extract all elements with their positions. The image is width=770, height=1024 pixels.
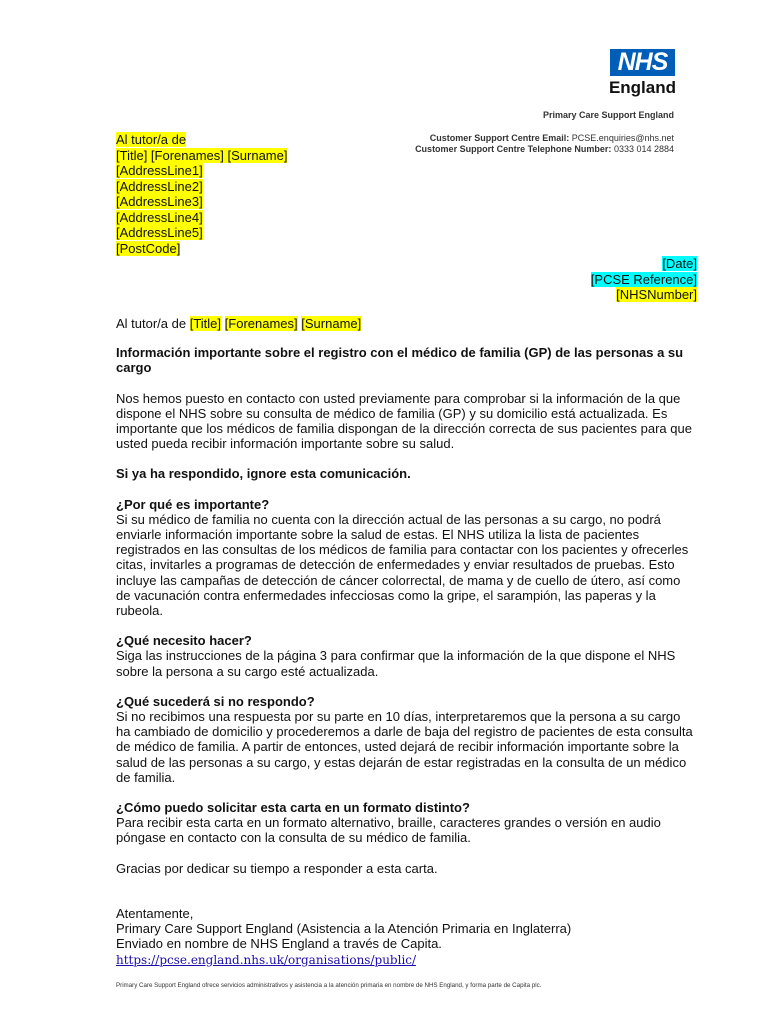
contact-block [415,133,674,155]
letter-heading: Información importante sobre el registro con el médico de familia (GP) de las personas a su cargo [116,345,684,376]
nhs-number-field: [NHSNumber] [616,287,697,302]
question-heading: ¿Cómo puedo solicitar esta carta en un formato distinto? [116,800,470,816]
address-line: Al tutor/a de [116,132,187,147]
contact-email-line [415,133,674,144]
question-heading: ¿Qué sucederá si no respondo? [116,693,315,709]
address-line: [AddressLine5] [116,225,203,240]
address-line: [AddressLine3] [116,194,203,209]
contact-phone-line [415,144,674,155]
thanks-line: Gracias por dedicar su tiempo a responder a esta carta. [116,860,438,876]
answer-paragraph: Si su médico de familia no cuenta con la dirección actual de las personas a su cargo, no podrá enviarle información importante sobre la salud de estas. El NHS utiliza la lista de pacientes registrados en las consultas de los médicos de familia para contactar con los pacientes y ofrecerles citas, invitarles a programas de detección de enfermedades y enviar resultados de pruebas. Esto incluye las campañas de detección de cáncer colorrectal, de mama y de cuello de útero, así como de vacunación contra enfermedades infecciosas como la gripe, el sarampión, las paperas y la rubeola. [116,511,689,619]
address-line: [PostCode] [116,240,181,256]
address-line: [AddressLine2] [116,178,203,194]
signature-line: Primary Care Support England (Asistencia a la Atención Primaria en Inglaterra) [116,921,572,937]
org-name: Primary Care Support England [542,110,674,120]
question-heading: ¿Por qué es importante? [116,496,270,512]
intro-paragraph: Nos hemos puesto en contacto con usted previamente para comprobar si la información de la que dispone el NHS sobre su consulta de médico de familia (GP) y su domicilio está actualizada. Es importante que los médicos de familia dispongan de la dirección correcta de sus pacientes para que usted pueda recibir información importante sobre su salud. [116,390,692,452]
answer-paragraph: Para recibir esta carta en un formato alternativo, braille, caracteres grandes o versión en audio póngase en contacto con la consulta de su médico de familia. [116,815,661,846]
address-line: [Title] [Forenames] [Surname] [116,147,288,163]
recipient-address [116,132,287,256]
answer-paragraph: Si no recibimos una respuesta por su parte en 10 días, interpretaremos que la persona a su cargo ha cambiado de domicilio y procederemos a darle de baja del registro de pacientes de esta consulta de médico de familia. A partir de entonces, usted dejará de recibir información importante sobre la salud de las personas a su cargo, y estas dejarán de estar registradas en la consulta de un médico de familia. [116,709,693,785]
address-line: [AddressLine4] [116,209,203,225]
address-line: [AddressLine1] [116,163,203,178]
footer-text: Primary Care Support England ofrece servicios administrativos y asistencia a la atención primaria en nombre de NHS England, y forma parte de Capita plc. [116,982,542,989]
signoff: Atentamente, [116,905,194,921]
phone-value: 0333 014 2884 [613,144,674,154]
nhs-logo: NHS [610,49,675,76]
reference-block [591,256,697,303]
email-value[interactable]: PCSE.enquiries@nhs.net [571,133,674,143]
nhs-logo-subtitle: England [608,78,676,97]
question-heading: ¿Qué necesito hacer? [116,633,252,649]
pcse-reference-field: [PCSE Reference] [590,271,697,287]
answer-paragraph: Siga las instrucciones de la página 3 para confirmar que la información de la que dispone el NHS sobre la persona a su cargo esté actualizada. [116,648,676,679]
signature-line: Enviado en nombre de NHS England a través de Capita. [116,936,442,952]
pcse-link[interactable]: https://pcse.england.nhs.uk/organisations/public/ [116,952,417,967]
ignore-notice: Si ya ha respondido, ignore esta comunicación. [116,466,411,482]
salutation: Al tutor/a de [Title] [Forenames] [Surname] [116,316,362,331]
email-label: Customer Support Centre Email: [429,133,570,143]
phone-label: Customer Support Centre Telephone Number: [415,144,612,154]
letter-body [116,316,698,968]
date-field: [Date] [662,256,697,271]
